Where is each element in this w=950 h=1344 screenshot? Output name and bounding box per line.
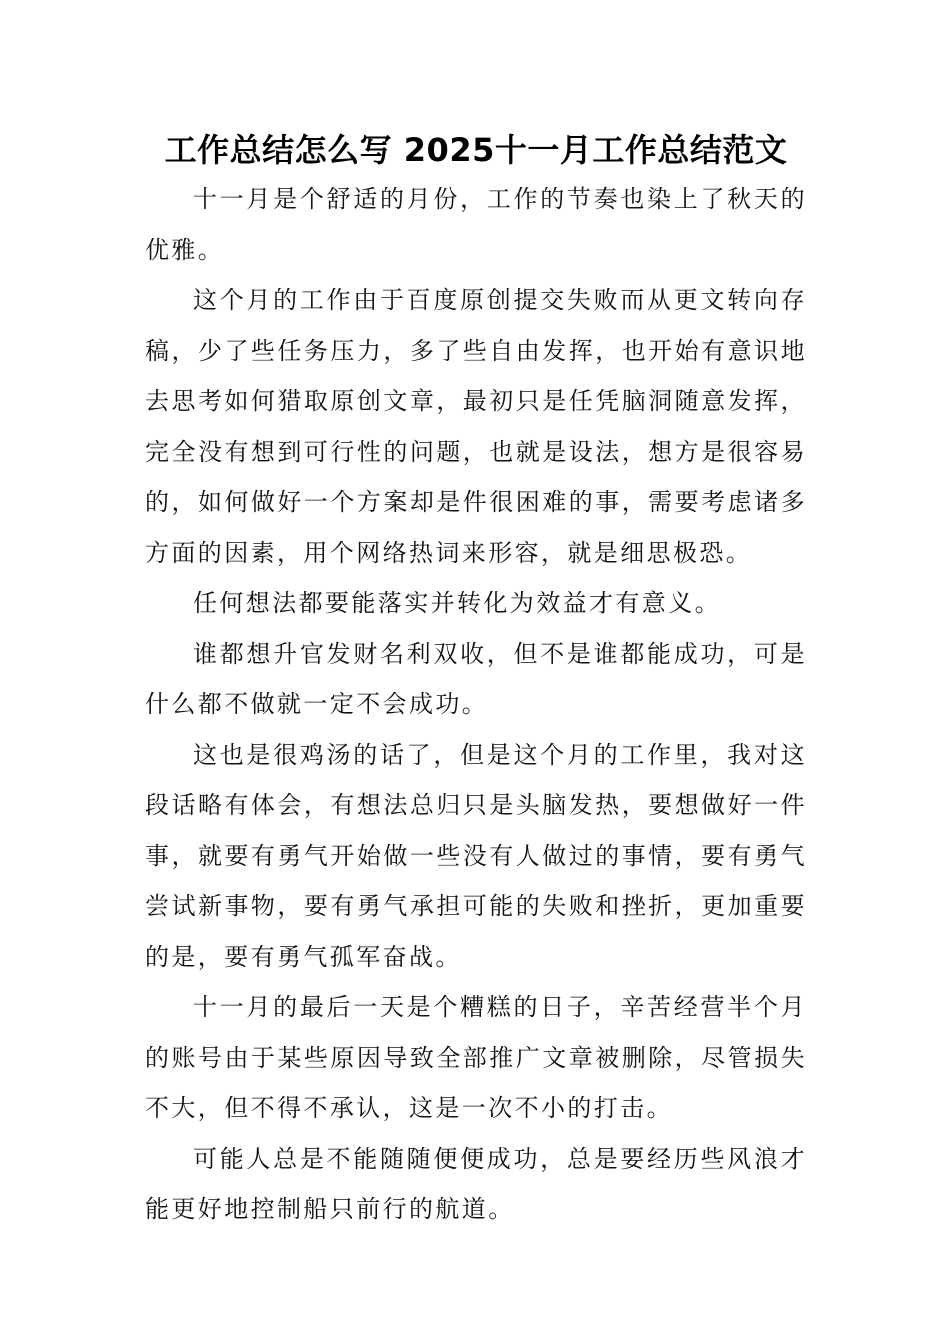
document-title: 工作总结怎么写 2025十一月工作总结范文 [164,131,788,169]
paragraph-1: 十一月是个舒适的月份，工作的节奏也染上了秋天的优雅。 [145,185,807,264]
document-page [145,126,807,1235]
paragraph-2: 这个月的工作由于百度原创提交失败而从更文转向存稿，少了些任务压力，多了些自由发挥，也开始有意识地去思考如何猎取原创文章，最初只是任凭脑洞随意发挥，完全没有想到可行性的问题，也就是设法，想方是很容易的，如何做好一个方案却是件很困难的事，需要考虑诸多方面的因素，用个网络热词来形容，就是细思极恐。 [145,286,807,567]
paragraph-6: 十一月的最后一天是个糟糕的日子，辛苦经营半个月的账号由于某些原因导致全部推广文章被删除，尽管损失不大，但不得不承认，这是一次不小的打击。 [145,993,807,1122]
paragraph-4: 谁都想升官发财名利双收，但不是谁都能成功，可是什么都不做就一定不会成功。 [145,639,807,718]
paragraph-7: 可能人总是不能随随便便成功，总是要经历些风浪才能更好地控制船只前行的航道。 [145,1144,807,1223]
paragraph-5: 这也是很鸡汤的话了，但是这个月的工作里，我对这段话略有体会，有想法总归只是头脑发热，要想做好一件事，就要有勇气开始做一些没有人做过的事情，要有勇气尝试新事物，要有勇气承担可能的失败和挫折，更加重要的是，要有勇气孤军奋战。 [145,740,807,971]
paragraph-3: 任何想法都要能落实并转化为效益才有意义。 [193,589,721,617]
